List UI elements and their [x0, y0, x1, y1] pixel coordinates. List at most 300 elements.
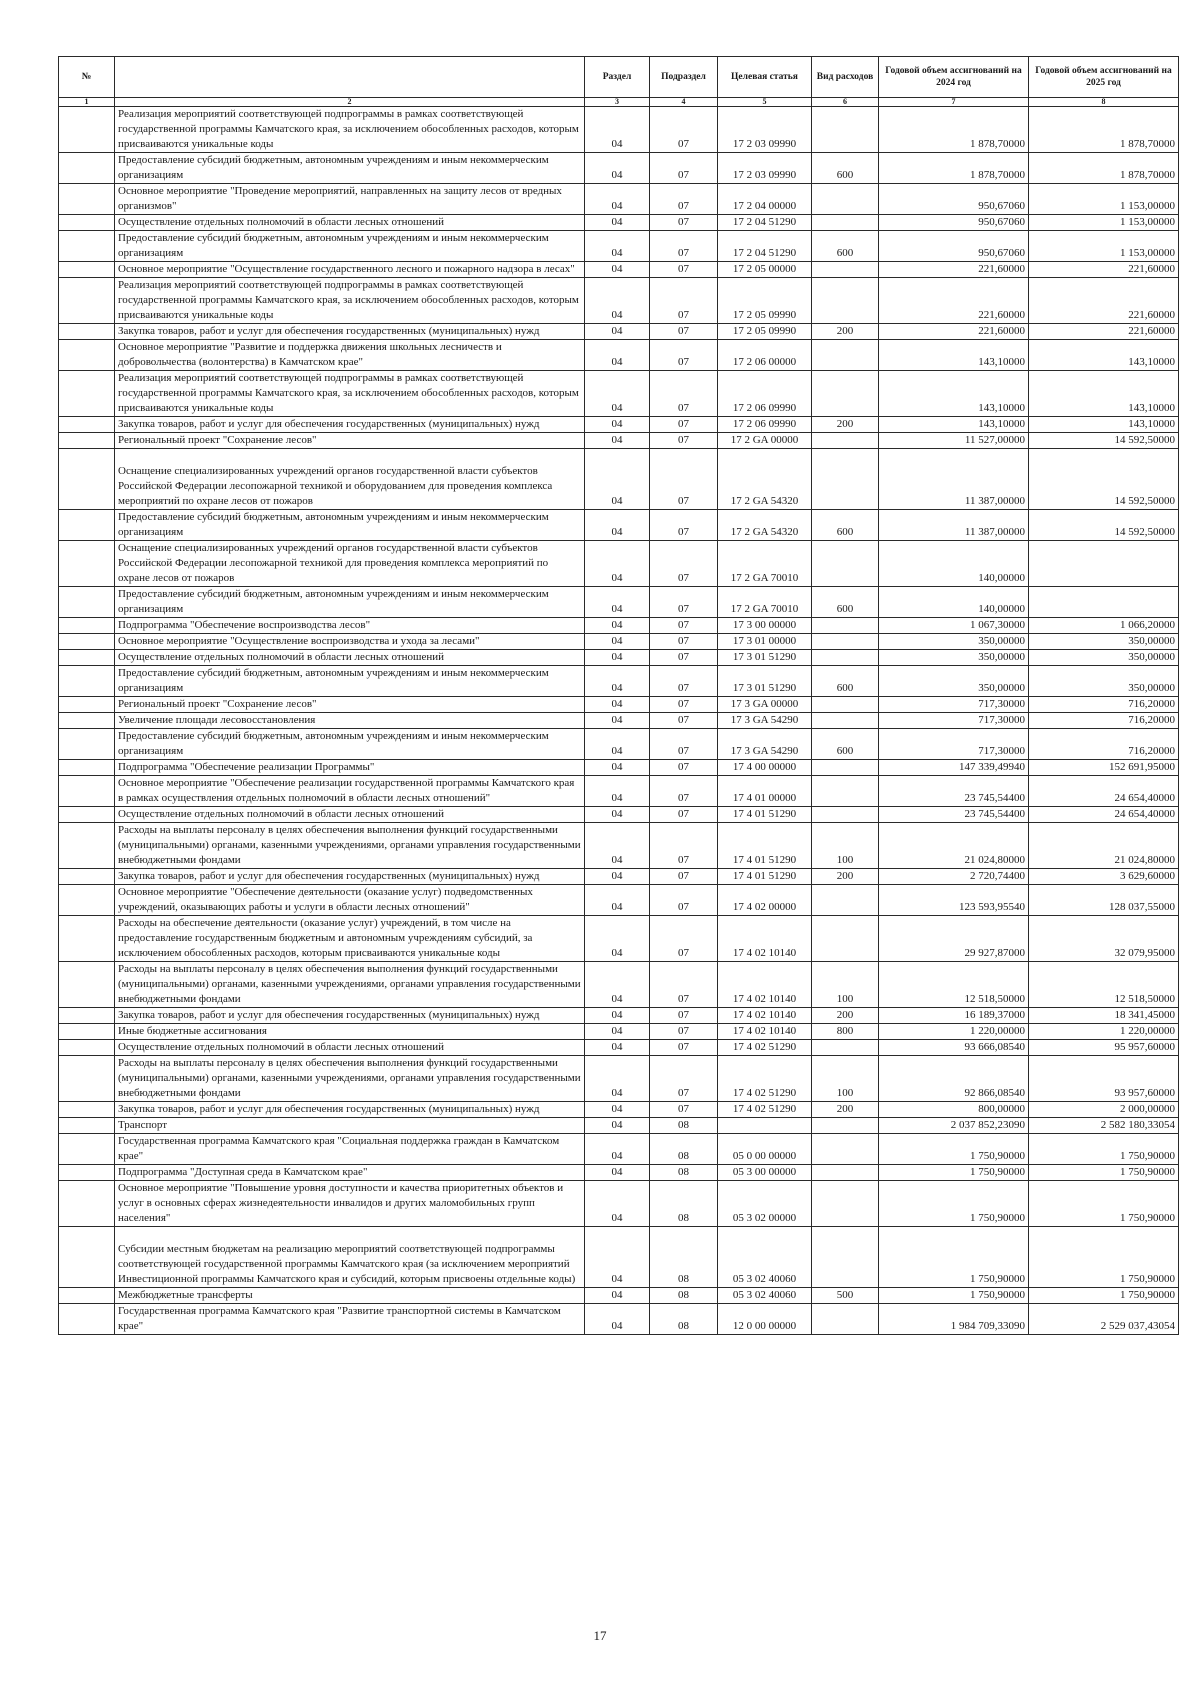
column-number: 3 — [585, 98, 650, 107]
row-razdel: 04 — [585, 1288, 650, 1304]
row-target-article: 17 2 04 51290 — [718, 215, 812, 231]
row-podrazdel: 07 — [650, 650, 718, 666]
table-header — [59, 57, 1179, 107]
row-target-article: 17 3 GA 00000 — [718, 697, 812, 713]
table-row — [59, 962, 1179, 1008]
row-number-cell — [59, 1118, 115, 1134]
row-expense-type — [812, 371, 879, 417]
row-target-article: 17 2 04 51290 — [718, 231, 812, 262]
row-razdel: 04 — [585, 869, 650, 885]
row-number-cell — [59, 713, 115, 729]
row-expense-type: 800 — [812, 1024, 879, 1040]
table-row — [59, 1181, 1179, 1227]
row-number-cell — [59, 1227, 115, 1288]
row-volume-2025: 32 079,95000 — [1029, 916, 1179, 962]
budget-table-sheet — [58, 56, 1178, 1335]
row-number-cell — [59, 618, 115, 634]
row-razdel: 04 — [585, 184, 650, 215]
row-volume-2024: 11 527,00000 — [879, 433, 1029, 449]
row-expense-type — [812, 1040, 879, 1056]
row-target-article: 17 2 GA 54320 — [718, 449, 812, 510]
row-volume-2024: 221,60000 — [879, 278, 1029, 324]
table-row — [59, 634, 1179, 650]
row-target-article: 17 3 GA 54290 — [718, 729, 812, 760]
row-number-cell — [59, 807, 115, 823]
row-razdel: 04 — [585, 713, 650, 729]
row-target-article: 05 0 00 00000 — [718, 1134, 812, 1165]
row-volume-2025: 1 153,00000 — [1029, 231, 1179, 262]
table-row — [59, 1118, 1179, 1134]
row-razdel: 04 — [585, 823, 650, 869]
row-expense-type — [812, 618, 879, 634]
row-razdel: 04 — [585, 650, 650, 666]
row-volume-2024: 1 750,90000 — [879, 1165, 1029, 1181]
table-row — [59, 823, 1179, 869]
row-number-cell — [59, 153, 115, 184]
row-number-cell — [59, 1165, 115, 1181]
row-target-article: 05 3 02 00000 — [718, 1181, 812, 1227]
row-podrazdel: 07 — [650, 231, 718, 262]
row-number-cell — [59, 215, 115, 231]
row-volume-2024: 1 220,00000 — [879, 1024, 1029, 1040]
row-podrazdel: 07 — [650, 1008, 718, 1024]
row-razdel: 04 — [585, 1040, 650, 1056]
row-number-cell — [59, 823, 115, 869]
row-target-article: 17 3 01 51290 — [718, 666, 812, 697]
row-volume-2024: 350,00000 — [879, 650, 1029, 666]
table-row — [59, 184, 1179, 215]
column-number: 8 — [1029, 98, 1179, 107]
row-number-cell — [59, 184, 115, 215]
row-razdel: 04 — [585, 262, 650, 278]
row-podrazdel: 07 — [650, 278, 718, 324]
row-volume-2025 — [1029, 541, 1179, 587]
row-volume-2025 — [1029, 587, 1179, 618]
row-volume-2025: 24 654,40000 — [1029, 776, 1179, 807]
row-volume-2024: 1 750,90000 — [879, 1227, 1029, 1288]
row-volume-2025: 716,20000 — [1029, 729, 1179, 760]
row-volume-2025: 93 957,60000 — [1029, 1056, 1179, 1102]
row-volume-2025: 716,20000 — [1029, 697, 1179, 713]
row-razdel: 04 — [585, 1165, 650, 1181]
row-volume-2024: 143,10000 — [879, 371, 1029, 417]
row-expense-type — [812, 278, 879, 324]
table-row — [59, 433, 1179, 449]
table-row — [59, 869, 1179, 885]
row-target-article: 17 3 01 51290 — [718, 650, 812, 666]
row-volume-2024: 221,60000 — [879, 324, 1029, 340]
row-podrazdel: 08 — [650, 1118, 718, 1134]
row-target-article: 17 2 05 09990 — [718, 278, 812, 324]
row-podrazdel: 07 — [650, 153, 718, 184]
row-name: Основное мероприятие "Обеспечение деятельности (оказание услуг) подведомственных учреждений, оказывающих работы и услуги в области лесных отношений" — [115, 885, 585, 916]
row-razdel: 04 — [585, 541, 650, 587]
row-number-cell — [59, 587, 115, 618]
row-number-cell — [59, 449, 115, 510]
row-podrazdel: 07 — [650, 541, 718, 587]
row-name: Региональный проект "Сохранение лесов" — [115, 433, 585, 449]
row-expense-type — [812, 262, 879, 278]
row-podrazdel: 07 — [650, 666, 718, 697]
row-volume-2024: 1 750,90000 — [879, 1181, 1029, 1227]
row-podrazdel: 08 — [650, 1288, 718, 1304]
row-razdel: 04 — [585, 1304, 650, 1335]
row-name: Осуществление отдельных полномочий в области лесных отношений — [115, 650, 585, 666]
table-row — [59, 666, 1179, 697]
row-podrazdel: 07 — [650, 340, 718, 371]
row-target-article: 17 2 GA 70010 — [718, 587, 812, 618]
row-podrazdel: 07 — [650, 371, 718, 417]
row-volume-2025: 143,10000 — [1029, 340, 1179, 371]
row-target-article: 17 2 06 09990 — [718, 371, 812, 417]
row-number-cell — [59, 1024, 115, 1040]
header-number: № — [59, 57, 115, 98]
row-expense-type — [812, 541, 879, 587]
row-podrazdel: 08 — [650, 1165, 718, 1181]
row-expense-type: 100 — [812, 823, 879, 869]
row-volume-2024: 1 750,90000 — [879, 1134, 1029, 1165]
row-volume-2025: 12 518,50000 — [1029, 962, 1179, 1008]
row-volume-2025: 1 153,00000 — [1029, 184, 1179, 215]
table-row — [59, 1024, 1179, 1040]
budget-table — [58, 56, 1179, 1335]
row-name: Основное мероприятие "Осуществление воспроизводства и ухода за лесами" — [115, 634, 585, 650]
row-volume-2024: 21 024,80000 — [879, 823, 1029, 869]
row-expense-type — [812, 885, 879, 916]
row-podrazdel: 07 — [650, 449, 718, 510]
table-row — [59, 1288, 1179, 1304]
table-row — [59, 807, 1179, 823]
row-expense-type — [812, 760, 879, 776]
table-row — [59, 231, 1179, 262]
row-volume-2024: 1 984 709,33090 — [879, 1304, 1029, 1335]
row-expense-type — [812, 107, 879, 153]
row-razdel: 04 — [585, 618, 650, 634]
row-volume-2025: 1 750,90000 — [1029, 1227, 1179, 1288]
row-volume-2025: 1 220,00000 — [1029, 1024, 1179, 1040]
row-name: Предоставление субсидий бюджетным, автономным учреждениям и иным некоммерческим организациям — [115, 729, 585, 760]
row-number-cell — [59, 1304, 115, 1335]
row-volume-2025: 221,60000 — [1029, 324, 1179, 340]
row-volume-2025: 143,10000 — [1029, 417, 1179, 433]
row-expense-type: 600 — [812, 666, 879, 697]
row-expense-type — [812, 1118, 879, 1134]
row-name: Основное мероприятие "Развитие и поддержка движения школьных лесничеств и добровольчества (волонтерства) в Камчатском крае" — [115, 340, 585, 371]
row-expense-type: 600 — [812, 587, 879, 618]
row-number-cell — [59, 697, 115, 713]
row-name: Закупка товаров, работ и услуг для обеспечения государственных (муниципальных) нужд — [115, 1008, 585, 1024]
row-name: Осуществление отдельных полномочий в области лесных отношений — [115, 1040, 585, 1056]
row-volume-2025: 1 066,20000 — [1029, 618, 1179, 634]
row-volume-2024: 143,10000 — [879, 340, 1029, 371]
table-body — [59, 107, 1179, 1335]
header-podrazdel: Подраздел — [650, 57, 718, 98]
row-target-article: 12 0 00 00000 — [718, 1304, 812, 1335]
table-row — [59, 107, 1179, 153]
row-number-cell — [59, 324, 115, 340]
row-podrazdel: 07 — [650, 324, 718, 340]
row-podrazdel: 07 — [650, 916, 718, 962]
row-podrazdel: 07 — [650, 262, 718, 278]
row-target-article: 05 3 02 40060 — [718, 1227, 812, 1288]
row-volume-2024: 950,67060 — [879, 215, 1029, 231]
row-podrazdel: 07 — [650, 215, 718, 231]
row-number-cell — [59, 231, 115, 262]
row-volume-2024: 11 387,00000 — [879, 510, 1029, 541]
row-volume-2024: 717,30000 — [879, 713, 1029, 729]
row-number-cell — [59, 433, 115, 449]
row-volume-2025: 2 582 180,33054 — [1029, 1118, 1179, 1134]
row-razdel: 04 — [585, 1181, 650, 1227]
row-number-cell — [59, 510, 115, 541]
row-volume-2024: 800,00000 — [879, 1102, 1029, 1118]
row-razdel: 04 — [585, 1008, 650, 1024]
table-row — [59, 1165, 1179, 1181]
table-row — [59, 587, 1179, 618]
row-razdel: 04 — [585, 231, 650, 262]
row-volume-2025: 221,60000 — [1029, 278, 1179, 324]
page-number: 17 — [593, 1628, 607, 1643]
row-expense-type — [812, 433, 879, 449]
table-row — [59, 1102, 1179, 1118]
row-number-cell — [59, 869, 115, 885]
row-volume-2025: 14 592,50000 — [1029, 433, 1179, 449]
row-expense-type — [812, 184, 879, 215]
row-volume-2024: 16 189,37000 — [879, 1008, 1029, 1024]
row-name: Региональный проект "Сохранение лесов" — [115, 697, 585, 713]
row-volume-2025: 128 037,55000 — [1029, 885, 1179, 916]
row-name: Иные бюджетные ассигнования — [115, 1024, 585, 1040]
row-name: Расходы на выплаты персоналу в целях обеспечения выполнения функций государственными (муниципальными) органами, казенными учреждениями, органами управления государственными внебюджетными фондами — [115, 823, 585, 869]
row-podrazdel: 07 — [650, 807, 718, 823]
row-target-article: 17 2 GA 54320 — [718, 510, 812, 541]
row-volume-2024: 29 927,87000 — [879, 916, 1029, 962]
row-podrazdel: 07 — [650, 1024, 718, 1040]
row-target-article: 17 2 05 00000 — [718, 262, 812, 278]
row-name: Транспорт — [115, 1118, 585, 1134]
row-expense-type — [812, 340, 879, 371]
row-podrazdel: 07 — [650, 618, 718, 634]
row-volume-2025: 1 750,90000 — [1029, 1288, 1179, 1304]
row-volume-2025: 1 750,90000 — [1029, 1181, 1179, 1227]
row-volume-2025: 95 957,60000 — [1029, 1040, 1179, 1056]
row-target-article: 17 3 GA 54290 — [718, 713, 812, 729]
row-volume-2024: 350,00000 — [879, 634, 1029, 650]
row-volume-2024: 1 878,70000 — [879, 107, 1029, 153]
row-razdel: 04 — [585, 760, 650, 776]
row-volume-2025: 1 750,90000 — [1029, 1165, 1179, 1181]
row-volume-2024: 1 067,30000 — [879, 618, 1029, 634]
row-razdel: 04 — [585, 340, 650, 371]
row-name: Предоставление субсидий бюджетным, автономным учреждениям и иным некоммерческим организациям — [115, 666, 585, 697]
row-razdel: 04 — [585, 107, 650, 153]
header-name — [115, 57, 585, 98]
row-name: Подпрограмма "Доступная среда в Камчатском крае" — [115, 1165, 585, 1181]
row-number-cell — [59, 107, 115, 153]
row-razdel: 04 — [585, 587, 650, 618]
row-name: Подпрограмма "Обеспечение реализации Программы" — [115, 760, 585, 776]
table-row — [59, 371, 1179, 417]
row-volume-2024: 11 387,00000 — [879, 449, 1029, 510]
row-volume-2024: 143,10000 — [879, 417, 1029, 433]
row-volume-2025: 143,10000 — [1029, 371, 1179, 417]
header-row — [59, 57, 1179, 98]
row-name: Расходы на выплаты персоналу в целях обеспечения выполнения функций государственными (муниципальными) органами, казенными учреждениями, органами управления государственными внебюджетными фондами — [115, 1056, 585, 1102]
row-name: Предоставление субсидий бюджетным, автономным учреждениям и иным некоммерческим организациям — [115, 510, 585, 541]
row-razdel: 04 — [585, 634, 650, 650]
row-target-article: 17 3 00 00000 — [718, 618, 812, 634]
row-razdel: 04 — [585, 807, 650, 823]
row-target-article: 17 3 01 00000 — [718, 634, 812, 650]
row-podrazdel: 07 — [650, 417, 718, 433]
header-target-article: Целевая статья — [718, 57, 812, 98]
row-volume-2025: 1 750,90000 — [1029, 1134, 1179, 1165]
row-target-article: 17 2 05 09990 — [718, 324, 812, 340]
table-row — [59, 340, 1179, 371]
row-volume-2025: 2 529 037,43054 — [1029, 1304, 1179, 1335]
row-volume-2025: 14 592,50000 — [1029, 510, 1179, 541]
column-number: 6 — [812, 98, 879, 107]
row-expense-type — [812, 449, 879, 510]
row-expense-type: 200 — [812, 417, 879, 433]
table-row — [59, 713, 1179, 729]
row-name: Закупка товаров, работ и услуг для обеспечения государственных (муниципальных) нужд — [115, 417, 585, 433]
row-podrazdel: 07 — [650, 962, 718, 1008]
row-number-cell — [59, 916, 115, 962]
row-podrazdel: 08 — [650, 1181, 718, 1227]
column-number: 1 — [59, 98, 115, 107]
row-razdel: 04 — [585, 1102, 650, 1118]
row-target-article: 17 4 01 00000 — [718, 776, 812, 807]
row-razdel: 04 — [585, 776, 650, 807]
row-podrazdel: 07 — [650, 729, 718, 760]
row-target-article: 17 2 04 00000 — [718, 184, 812, 215]
row-razdel: 04 — [585, 510, 650, 541]
row-target-article: 05 3 00 00000 — [718, 1165, 812, 1181]
row-number-cell — [59, 962, 115, 1008]
table-row — [59, 262, 1179, 278]
row-target-article: 17 4 01 51290 — [718, 807, 812, 823]
table-row — [59, 1227, 1179, 1288]
row-expense-type — [812, 650, 879, 666]
row-name: Межбюджетные трансферты — [115, 1288, 585, 1304]
row-name: Государственная программа Камчатского края "Развитие транспортной системы в Камчатском крае" — [115, 1304, 585, 1335]
row-volume-2024: 12 518,50000 — [879, 962, 1029, 1008]
row-volume-2025: 350,00000 — [1029, 666, 1179, 697]
row-podrazdel: 07 — [650, 510, 718, 541]
row-razdel: 04 — [585, 1134, 650, 1165]
table-row — [59, 1134, 1179, 1165]
row-razdel: 04 — [585, 324, 650, 340]
row-number-cell — [59, 371, 115, 417]
row-number-cell — [59, 278, 115, 324]
row-name: Основное мероприятие "Обеспечение реализации государственной программы Камчатского края в рамках осуществления отдельных полномочий в области лесных отношений" — [115, 776, 585, 807]
row-number-cell — [59, 1181, 115, 1227]
row-volume-2024: 140,00000 — [879, 541, 1029, 587]
row-name: Реализация мероприятий соответствующей подпрограммы в рамках соответствующей государственной программы Камчатского края, за исключением обособленных расходов, которым присваиваются уникальные коды — [115, 107, 585, 153]
row-podrazdel: 07 — [650, 869, 718, 885]
row-expense-type — [812, 215, 879, 231]
row-expense-type — [812, 807, 879, 823]
table-row — [59, 1304, 1179, 1335]
row-target-article: 17 4 02 10140 — [718, 916, 812, 962]
row-number-cell — [59, 729, 115, 760]
table-row — [59, 215, 1179, 231]
header-expense-type: Вид расходов — [812, 57, 879, 98]
row-target-article: 17 4 02 10140 — [718, 962, 812, 1008]
row-volume-2024: 717,30000 — [879, 697, 1029, 713]
row-volume-2025: 1 153,00000 — [1029, 215, 1179, 231]
table-row — [59, 541, 1179, 587]
row-expense-type: 100 — [812, 1056, 879, 1102]
table-row — [59, 760, 1179, 776]
row-name: Закупка товаров, работ и услуг для обеспечения государственных (муниципальных) нужд — [115, 1102, 585, 1118]
row-target-article: 17 2 GA 70010 — [718, 541, 812, 587]
row-volume-2025: 14 592,50000 — [1029, 449, 1179, 510]
row-volume-2024: 147 339,49940 — [879, 760, 1029, 776]
row-target-article: 17 2 GA 00000 — [718, 433, 812, 449]
row-target-article: 17 2 03 09990 — [718, 107, 812, 153]
row-target-article: 17 4 02 51290 — [718, 1040, 812, 1056]
row-expense-type: 200 — [812, 324, 879, 340]
row-razdel: 04 — [585, 885, 650, 916]
row-target-article — [718, 1118, 812, 1134]
row-podrazdel: 08 — [650, 1227, 718, 1288]
row-target-article: 17 2 06 09990 — [718, 417, 812, 433]
row-target-article: 17 4 02 51290 — [718, 1056, 812, 1102]
row-expense-type: 200 — [812, 869, 879, 885]
row-name: Реализация мероприятий соответствующей подпрограммы в рамках соответствующей государственной программы Камчатского края, за исключением обособленных расходов, которым присваиваются уникальные коды — [115, 278, 585, 324]
row-target-article: 17 4 02 00000 — [718, 885, 812, 916]
row-razdel: 04 — [585, 433, 650, 449]
row-volume-2024: 717,30000 — [879, 729, 1029, 760]
row-name: Реализация мероприятий соответствующей подпрограммы в рамках соответствующей государственной программы Камчатского края, за исключением обособленных расходов, которым присваиваются уникальные коды — [115, 371, 585, 417]
row-podrazdel: 07 — [650, 776, 718, 807]
row-razdel: 04 — [585, 1024, 650, 1040]
row-number-cell — [59, 634, 115, 650]
row-volume-2024: 123 593,95540 — [879, 885, 1029, 916]
row-podrazdel: 07 — [650, 1040, 718, 1056]
table-row — [59, 449, 1179, 510]
header-volume-2024: Годовой объем ассигнований на 2024 год — [879, 57, 1029, 98]
column-number: 4 — [650, 98, 718, 107]
row-target-article: 17 4 01 51290 — [718, 823, 812, 869]
row-volume-2024: 2 037 852,23090 — [879, 1118, 1029, 1134]
table-row — [59, 153, 1179, 184]
table-row — [59, 1008, 1179, 1024]
row-podrazdel: 07 — [650, 587, 718, 618]
table-row — [59, 510, 1179, 541]
row-volume-2024: 950,67060 — [879, 231, 1029, 262]
row-podrazdel: 07 — [650, 107, 718, 153]
row-name: Предоставление субсидий бюджетным, автономным учреждениям и иным некоммерческим организациям — [115, 231, 585, 262]
row-number-cell — [59, 666, 115, 697]
row-target-article: 17 4 02 10140 — [718, 1024, 812, 1040]
row-podrazdel: 07 — [650, 1102, 718, 1118]
row-volume-2024: 2 720,74400 — [879, 869, 1029, 885]
row-name: Основное мероприятие "Проведение мероприятий, направленных на защиту лесов от вредных организмов" — [115, 184, 585, 215]
row-volume-2024: 23 745,54400 — [879, 776, 1029, 807]
row-expense-type — [812, 1134, 879, 1165]
row-razdel: 04 — [585, 417, 650, 433]
table-row — [59, 1040, 1179, 1056]
row-number-cell — [59, 1288, 115, 1304]
row-podrazdel: 07 — [650, 184, 718, 215]
row-podrazdel: 07 — [650, 760, 718, 776]
row-razdel: 04 — [585, 962, 650, 1008]
header-volume-2025: Годовой объем ассигнований на 2025 год — [1029, 57, 1179, 98]
row-expense-type — [812, 697, 879, 713]
